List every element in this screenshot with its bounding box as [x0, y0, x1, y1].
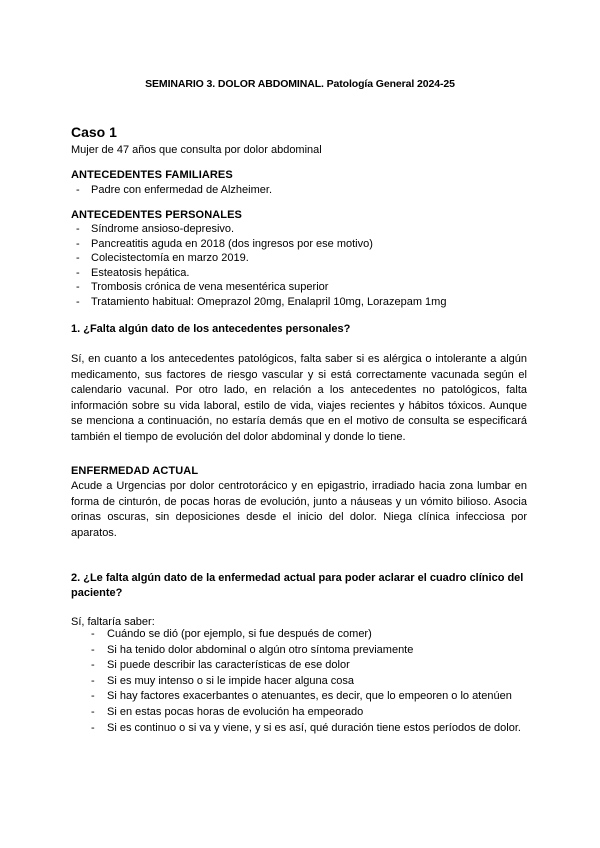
personal-history-heading: ANTECEDENTES PERSONALES [71, 209, 242, 221]
dash-marker: - [76, 252, 80, 265]
dash-marker: - [91, 659, 95, 672]
list-item: - Si es muy intenso o si le impide hacer alguna cosa [71, 674, 521, 690]
document-title: SEMINARIO 3. DOLOR ABDOMINAL. Patología General 2024-25 [145, 78, 455, 90]
question-1-answer: Sí, en cuanto a los antecedentes patológicos, falta saber si es alérgica o intolerante a algún medicamento, sus factores de riesgo vascular y si está correctamente vacunada según el calendario vacunal. Por otro lado, en relación a los antecedentes no patológicos, falta información sobre su vida laboral, estilo de vida, viajes recientes y hábitos tóxicos. Aunque se menciona a continuación, no estaría demás que en el motivo de consulta se especificará también el tiempo de evolución del dolor abdominal y donde lo tiene. [71, 353, 527, 443]
list-item: - Si hay factores exacerbantes o atenuantes, es decir, que lo empeoren o lo atenúen [71, 689, 521, 705]
list-item: - Si es continuo o si va y viene, y si es así, qué duración tiene estos períodos de dolor. [71, 721, 521, 737]
list-item: - Si puede describir las características de ese dolor [71, 658, 521, 674]
dash-marker: - [91, 721, 95, 734]
dash-marker: - [91, 690, 95, 703]
list-item: - Si ha tenido dolor abdominal o algún otro síntoma previamente [71, 643, 521, 659]
list-item: - Síndrome ansioso-depresivo. [76, 223, 235, 235]
dash-marker: - [91, 628, 95, 640]
dash-marker: - [91, 674, 95, 687]
dash-marker: - [76, 237, 80, 250]
list-item: - Cuándo se dió (por ejemplo, si fue después de comer) [71, 627, 521, 643]
family-history-heading: ANTECEDENTES FAMILIARES [71, 169, 233, 181]
family-history-list [71, 183, 272, 198]
dash-marker: - [91, 705, 95, 718]
question-1-heading: 1. ¿Falta algún dato de los antecedentes personales? [71, 323, 351, 335]
dash-marker: - [76, 223, 80, 235]
list-item: - Esteatosis hepática. [76, 266, 190, 279]
case-intro: Mujer de 47 años que consulta por dolor abdominal [71, 144, 322, 156]
list-item: - Padre con enfermedad de Alzheimer. [76, 184, 273, 196]
current-illness-heading: ENFERMEDAD ACTUAL [71, 465, 199, 477]
question-2-list [71, 627, 521, 736]
list-item: - Trombosis crónica de vena mesentérica superior [76, 281, 329, 294]
dash-marker: - [91, 643, 95, 656]
dash-marker: - [76, 281, 80, 294]
question-2-intro: Sí, faltaría saber: [71, 616, 155, 628]
case-title: Caso 1 [71, 124, 117, 140]
personal-history-list [71, 222, 446, 310]
list-item: - Pancreatitis aguda en 2018 (dos ingresos por ese motivo) [76, 237, 373, 250]
list-item: - Tratamiento habitual: Omeprazol 20mg, Enalapril 10mg, Lorazepam 1mg [76, 295, 447, 308]
current-illness-text: Acude a Urgencias por dolor centrotorácico y en epigastrio, irradiado hacia zona lumbar en forma de cinturón, de pocas horas de evolución, junto a náuseas y un vómito bilioso. Asocia orinas oscuras, sin deposiciones desde el inicio del dolor. Niega clínica infecciosa por aparatos. [71, 480, 527, 539]
dash-marker: - [76, 295, 80, 308]
dash-marker: - [76, 266, 80, 279]
list-item: - Colecistectomía en marzo 2019. [76, 252, 249, 265]
question-2-heading: 2. ¿Le falta algún dato de la enfermedad actual para poder aclarar el cuadro clínico del paciente? [71, 572, 524, 599]
list-item: - Si en estas pocas horas de evolución ha empeorado [71, 705, 521, 721]
dash-marker: - [76, 184, 80, 196]
